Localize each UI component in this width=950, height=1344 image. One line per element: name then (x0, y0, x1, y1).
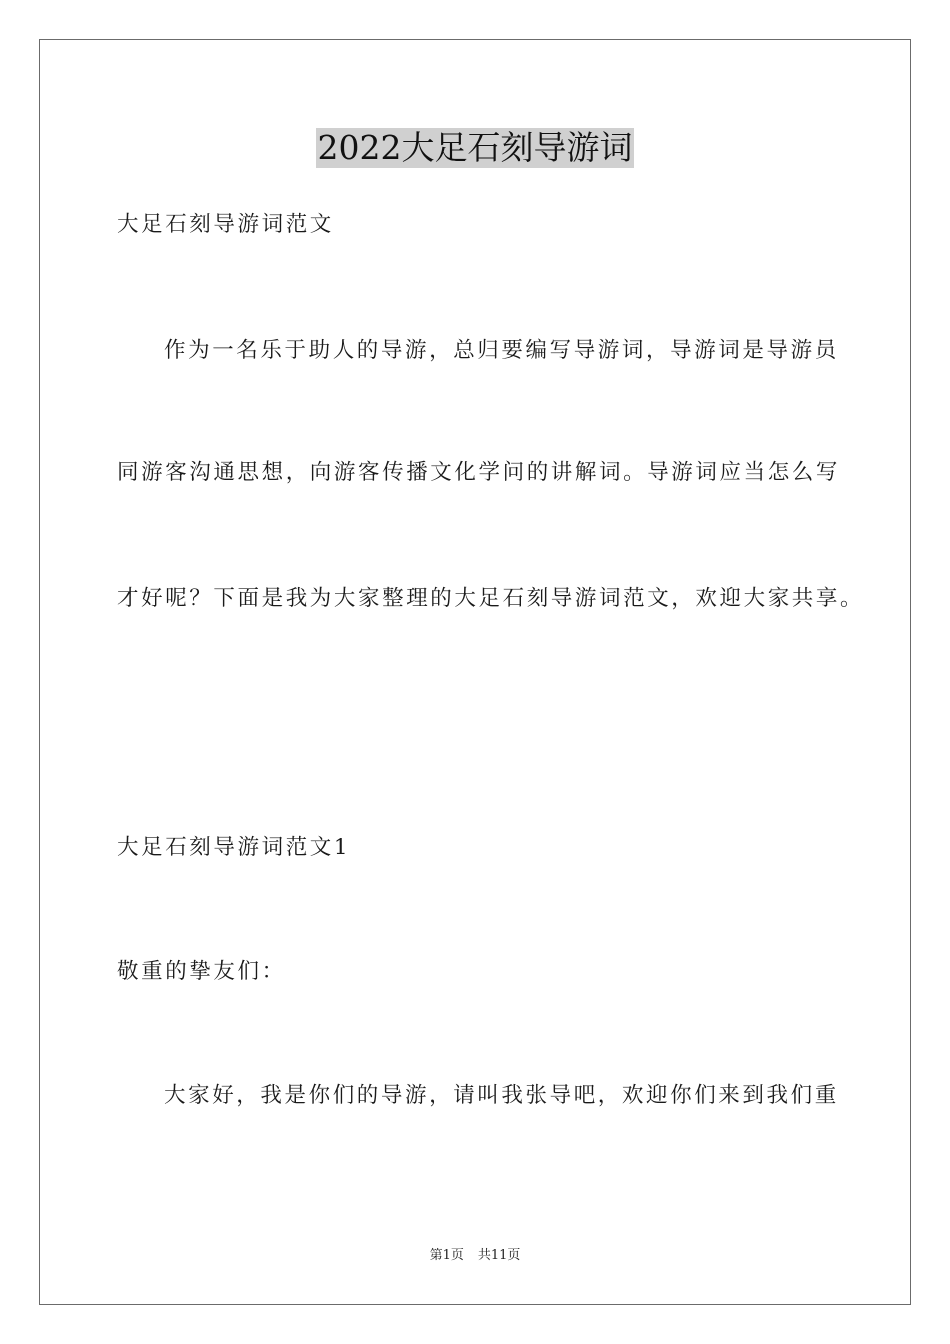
paragraph-line: 才好呢？下面是我为大家整理的大足石刻导游词范文，欢迎大家共享。 (117, 586, 865, 611)
paragraph-line: 作为一名乐于助人的导游，总归要编写导游词，导游词是导游员 (164, 338, 839, 363)
page-total: 共11页 (477, 1248, 521, 1263)
document-title: 2022大足石刻导游词 (317, 128, 633, 167)
title-container (0, 128, 950, 168)
subsection-heading: 大足石刻导游词范文1 (117, 835, 351, 860)
paragraph-line: 大家好，我是你们的导游，请叫我张导吧，欢迎你们来到我们重 (164, 1083, 839, 1108)
section-heading: 大足石刻导游词范文 (117, 212, 334, 237)
paragraph-line: 同游客沟通思想，向游客传播文化学问的讲解词。导游词应当怎么写 (117, 460, 841, 485)
greeting-line: 敬重的挚友们： (117, 959, 286, 984)
page-footer (0, 1247, 950, 1265)
page-number: 第1页 (429, 1248, 464, 1263)
